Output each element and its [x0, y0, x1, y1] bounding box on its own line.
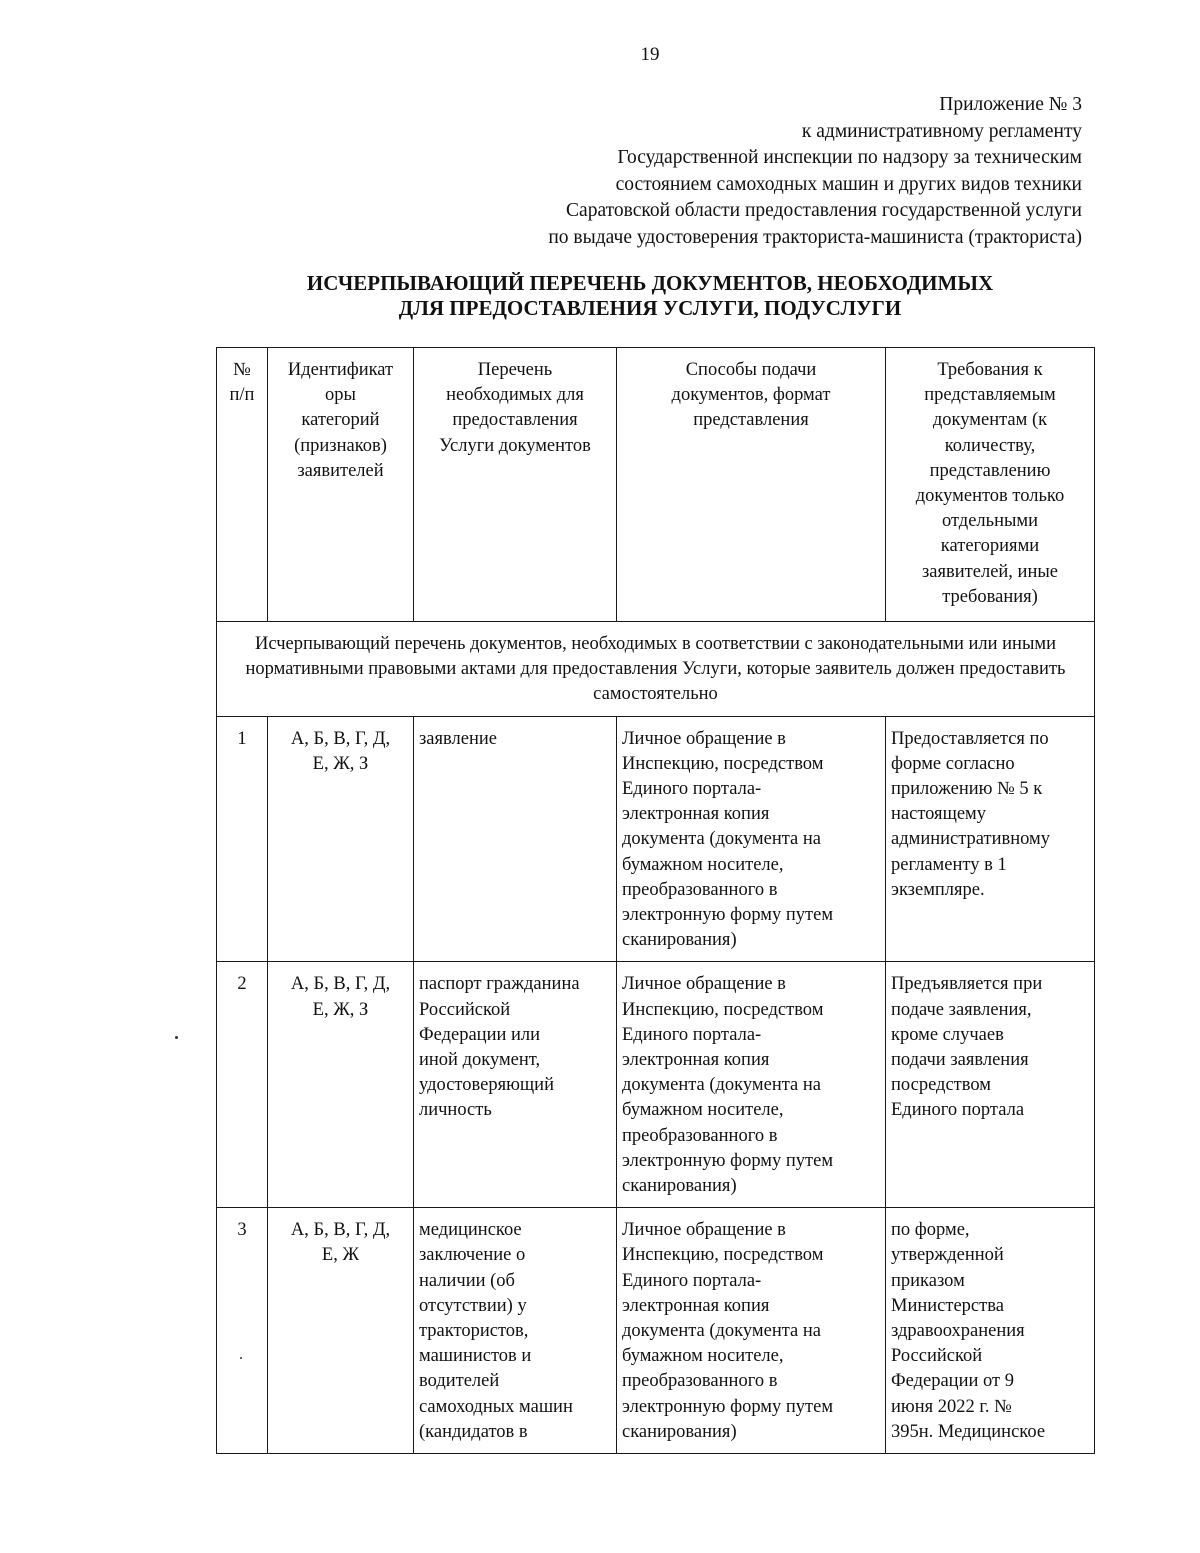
table-row — [217, 962, 1095, 1208]
row-number — [217, 962, 268, 1208]
row-requirements — [886, 1208, 1095, 1454]
header-cell-requirements — [886, 348, 1095, 622]
header-text: Требования к представляемым документам (к количеству, представлению документов только отдельными категориями заявителей, иные требования) — [915, 360, 1065, 607]
row-method — [617, 1208, 886, 1454]
row-number — [217, 1208, 268, 1454]
row-method — [617, 716, 886, 962]
row-requirements — [886, 716, 1095, 962]
cell-text: медицинское заключение о наличии (об отсутствии) у трактористов, машинистов и водителей самоходных машин (кандидатов в — [419, 1220, 573, 1442]
cell-text: Личное обращение в Инспекцию, посредством Единого портала- электронная копия документа (документа на бумажном носителе, преобразованного в электронную форму путем сканирования) — [622, 974, 834, 1197]
scan-speck — [240, 1357, 242, 1359]
appendix-line: состоянием самоходных машин и других видов техники — [615, 173, 1082, 195]
cell-text: 2 — [237, 974, 247, 995]
section-title-cell: Исчерпывающий перечень документов, необходимых в соответствии с законодательными или иными нормативными правовыми актами для предоставления Услуги, которые заявитель должен предоставить самостоятельно — [217, 622, 1095, 717]
cell-text: по форме, утвержденной приказом Министерства здравоохранения Российской Федерации от 9 июня 2022 г. № 395н. Медицинское — [891, 1220, 1046, 1442]
header-cell-methods — [617, 348, 886, 622]
document-title — [0, 271, 1200, 321]
row-method — [617, 962, 886, 1208]
cell-text: паспорт гражданина Российской Федерации или иной документ, удостоверяющий личность — [419, 974, 580, 1121]
cell-text: А, Б, В, Г, Д, Е, Ж, З — [290, 974, 391, 1020]
row-document — [414, 1208, 617, 1454]
cell-text: Личное обращение в Инспекцию, посредством Единого портала- электронная копия документа (документа на бумажном носителе, преобразованного в электронную форму путем сканирования) — [622, 1220, 834, 1442]
appendix-block — [382, 92, 1082, 251]
row-categories — [268, 962, 414, 1208]
cell-text: А, Б, В, Г, Д, Е, Ж — [290, 1220, 391, 1266]
scan-speck — [175, 1036, 178, 1039]
cell-text: 3 — [237, 1220, 247, 1241]
page-number: 19 — [640, 44, 660, 65]
header-cell-number — [217, 348, 268, 622]
row-categories — [268, 1208, 414, 1454]
header-cell-documents — [414, 348, 617, 622]
header-text: Способы подачи документов, формат представления — [671, 360, 831, 431]
documents-table — [216, 347, 1095, 1454]
cell-text: Предоставляется по форме согласно приложению № 5 к настоящему административному регламенту в 1 экземпляре. — [891, 728, 1051, 900]
row-number — [217, 716, 268, 962]
cell-text: Личное обращение в Инспекцию, посредством Единого портала- электронная копия документа (документа на бумажном носителе, преобразованного в электронную форму путем сканирования) — [622, 728, 834, 951]
cell-text: А, Б, В, Г, Д, Е, Ж, З — [290, 728, 391, 774]
header-text: № п/п — [229, 360, 255, 406]
header-text: Перечень необходимых для предоставления Услуги документов — [439, 360, 591, 456]
row-document — [414, 716, 617, 962]
row-requirements — [886, 962, 1095, 1208]
row-document — [414, 962, 617, 1208]
title-line: ДЛЯ ПРЕДОСТАВЛЕНИЯ УСЛУГИ, ПОДУСЛУГИ — [398, 296, 902, 320]
appendix-line: Саратовской области предоставления государственной услуги — [566, 200, 1082, 221]
table-section-row — [217, 622, 1095, 717]
appendix-line: Приложение № 3 — [939, 94, 1082, 115]
header-text: Идентификат оры категорий (признаков) заявителей — [287, 360, 394, 481]
cell-text: заявление — [419, 728, 497, 749]
cell-text: 1 — [237, 728, 247, 749]
appendix-line: Государственной инспекции по надзору за техническим — [617, 147, 1082, 168]
table-header-row — [217, 348, 1095, 622]
cell-text: Предъявляется при подаче заявления, кроме случаев подачи заявления посредством Единого портала — [891, 974, 1043, 1121]
appendix-line: к административному регламенту — [801, 120, 1082, 142]
title-line: ИСЧЕРПЫВАЮЩИЙ ПЕРЕЧЕНЬ ДОКУМЕНТОВ, НЕОБХОДИМЫХ — [306, 271, 994, 295]
table-row — [217, 716, 1095, 962]
table-row — [217, 1208, 1095, 1454]
appendix-line: по выдаче удостоверения тракториста-машиниста (тракториста) — [548, 226, 1082, 248]
row-categories — [268, 716, 414, 962]
header-cell-categories — [268, 348, 414, 622]
